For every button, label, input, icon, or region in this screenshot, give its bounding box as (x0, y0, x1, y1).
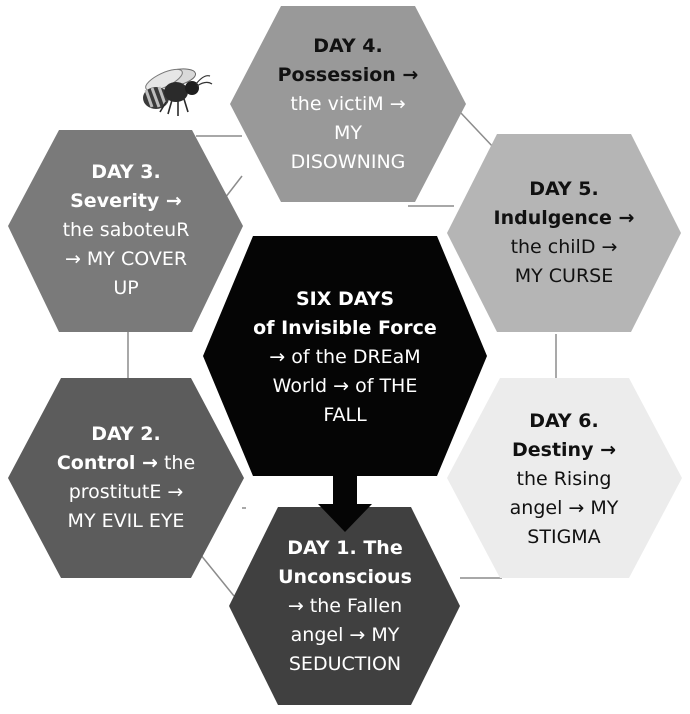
hexagon-day-5-label (466, 160, 662, 306)
connector-line (200, 554, 234, 596)
day-2-line-2: MY EVIL EYE (67, 510, 185, 532)
day-2-name-tail: the (157, 452, 196, 474)
center-line-1: SIX DAYS (295, 287, 395, 310)
day-5-line-1: the chilD → (510, 236, 618, 258)
day-6-title: DAY 6. (529, 409, 599, 432)
day-2-title: DAY 2. (91, 423, 161, 445)
day-4-title: DAY 4. (313, 34, 383, 57)
hexagon-day-4-label (250, 20, 446, 188)
day-4-line-3: DISOWNING (290, 150, 406, 173)
day-5-line-2: MY CURSE (514, 265, 614, 287)
center-line-2: of Invisible Force (253, 316, 437, 339)
day-6-line-1: the Rising (516, 467, 612, 490)
connector-line (460, 112, 494, 148)
center-line-3: → of the DREaM (269, 345, 421, 368)
day-3-line-1: the saboteuR (62, 218, 190, 241)
day-6-name: Destiny → (511, 438, 616, 461)
day-4-line-2: MY (334, 121, 362, 144)
day-2-line-1: prostitutE → (68, 481, 184, 503)
day-5-name: Indulgence → (493, 207, 635, 229)
day-3-line-3: UP (113, 276, 139, 299)
day-1-line-2: angel → MY (290, 623, 400, 646)
hexagon-center-label (213, 262, 477, 452)
hexagon-day-2-label (28, 404, 224, 552)
day-3-title: DAY 3. (91, 160, 161, 183)
day-2-name-row (28, 449, 224, 478)
day-6-line-3: STIGMA (527, 525, 601, 548)
day-3-name: Severity → (70, 189, 182, 212)
hexagon-day-3-label (28, 146, 224, 314)
day-1-name: Unconscious (278, 565, 412, 588)
day-4-name: Possession → (277, 63, 419, 86)
center-line-4: World → of THE (272, 374, 418, 397)
day-6-line-2: angel → MY (509, 496, 619, 519)
day-1-line-3: SEDUCTION (288, 652, 402, 675)
day-5-title: DAY 5. (529, 178, 599, 200)
hexagon-day-1-label (248, 530, 442, 682)
day-2-name: Control → (56, 452, 158, 474)
center-line-5: FALL (323, 403, 367, 426)
bee-icon (143, 65, 212, 116)
day-1-title: DAY 1. The (287, 536, 403, 559)
hexagon-day-6-label (466, 398, 662, 560)
day-1-line-1: → the Fallen (287, 594, 403, 617)
day-3-line-2: → MY COVER (64, 247, 188, 270)
day-4-line-1: the victiM → (290, 92, 406, 115)
